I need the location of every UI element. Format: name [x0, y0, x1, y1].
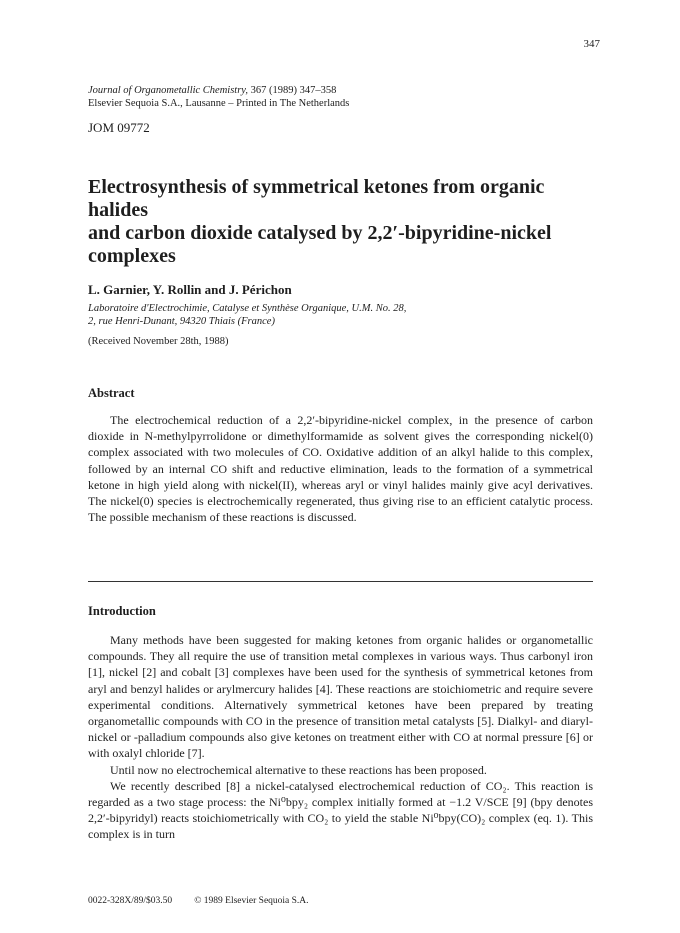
copyright: © 1989 Elsevier Sequoia S.A. — [194, 896, 309, 906]
abstract-heading: Abstract — [88, 386, 135, 400]
affiliation-line-2: 2, rue Henri-Dunant, 94320 Thiais (France) — [88, 316, 275, 327]
journal-volume: 367 (1989) 347–358 — [248, 85, 337, 96]
title-line-2: and carbon dioxide catalysed by 2,2′-bipyridine-nickel — [88, 222, 552, 244]
title-line-3: complexes — [88, 245, 176, 267]
intro-paragraph-3: We recently described [8] a nickel-catalysed electrochemical reduction of CO₂. This reaction is regarded as a two stage process: the Ni⁰bpy₂ complex initially formed at −1.2 V/SCE [9] (bpy denotes 2,2′-bipyridyl) reacts stoichiometrically with CO₂ to yield the stable Ni⁰bpy(CO)₂ complex (eq. 1). This complex is in turn — [88, 778, 593, 842]
affiliation — [88, 302, 406, 328]
intro-paragraph-2: Until now no electrochemical alternative to these reactions has been proposed. — [110, 762, 487, 777]
page-number: 347 — [583, 38, 600, 50]
abstract-text: The electrochemical reduction of a 2,2′-bipyridine-nickel complex, in the presence of carbon dioxide in N-methylpyrrolidone or dimethylformamide as solvent gives the corresponding nickel(0) complex associated with two molecules of CO. Oxidative addition of an alkyl halide to this complex, followed by an internal CO shift and reductive elimination, leads to the formation of a symmetrical ketone in high yield along with nickel(II), whereas aryl or vinyl halides mainly give acyl derivatives. The nickel(0) species is electrochemically regenerated, thus giving rise to an efficient catalytic process. The possible mechanism of these reactions is discussed. — [88, 413, 593, 525]
authors: L. Garnier, Y. Rollin and J. Périchon — [88, 282, 292, 297]
intro-paragraph-1: Many methods have been suggested for making ketones from organic halides or organometallic compounds. They all require the use of transition metal complexes in various ways. Thus carbonyl iron [1], nickel [2] and cobalt [3] complexes have been used for the synthesis of symmetrical ketones from aryl and benzyl halides or arylmercury halides [4]. These reactions are stoichiometric and require severe experimental conditions. Alternatively symmetrical ketones have been prepared by treating organometallic compounds with CO in the presence of transition metal catalysts [5]. Dialkyl- and diaryl-nickel or -palladium compounds also give ketones on treatment either with CO at normal pressure [6] or with oxalyl chloride [7]. — [88, 633, 593, 761]
journal-citation — [88, 84, 349, 97]
section-divider — [88, 581, 593, 582]
jom-code: JOM 09772 — [88, 120, 150, 135]
introduction — [88, 632, 593, 843]
journal-name: Journal of Organometallic Chemistry, — [88, 85, 249, 96]
price-code: 0022-328X/89/$03.50 — [88, 896, 173, 906]
received-date: (Received November 28th, 1988) — [88, 336, 229, 347]
introduction-heading: Introduction — [88, 604, 156, 618]
article-title — [88, 176, 608, 268]
title-line-1: Electrosynthesis of symmetrical ketones from organic halides — [88, 176, 545, 221]
abstract — [88, 412, 593, 525]
affiliation-line-1: Laboratoire d'Electrochimie, Catalyse et Synthèse Organique, U.M. No. 28, — [88, 303, 407, 314]
publisher-line: Elsevier Sequoia S.A., Lausanne – Printed in The Netherlands — [88, 98, 350, 109]
journal-header — [88, 84, 349, 110]
footer — [88, 896, 309, 906]
